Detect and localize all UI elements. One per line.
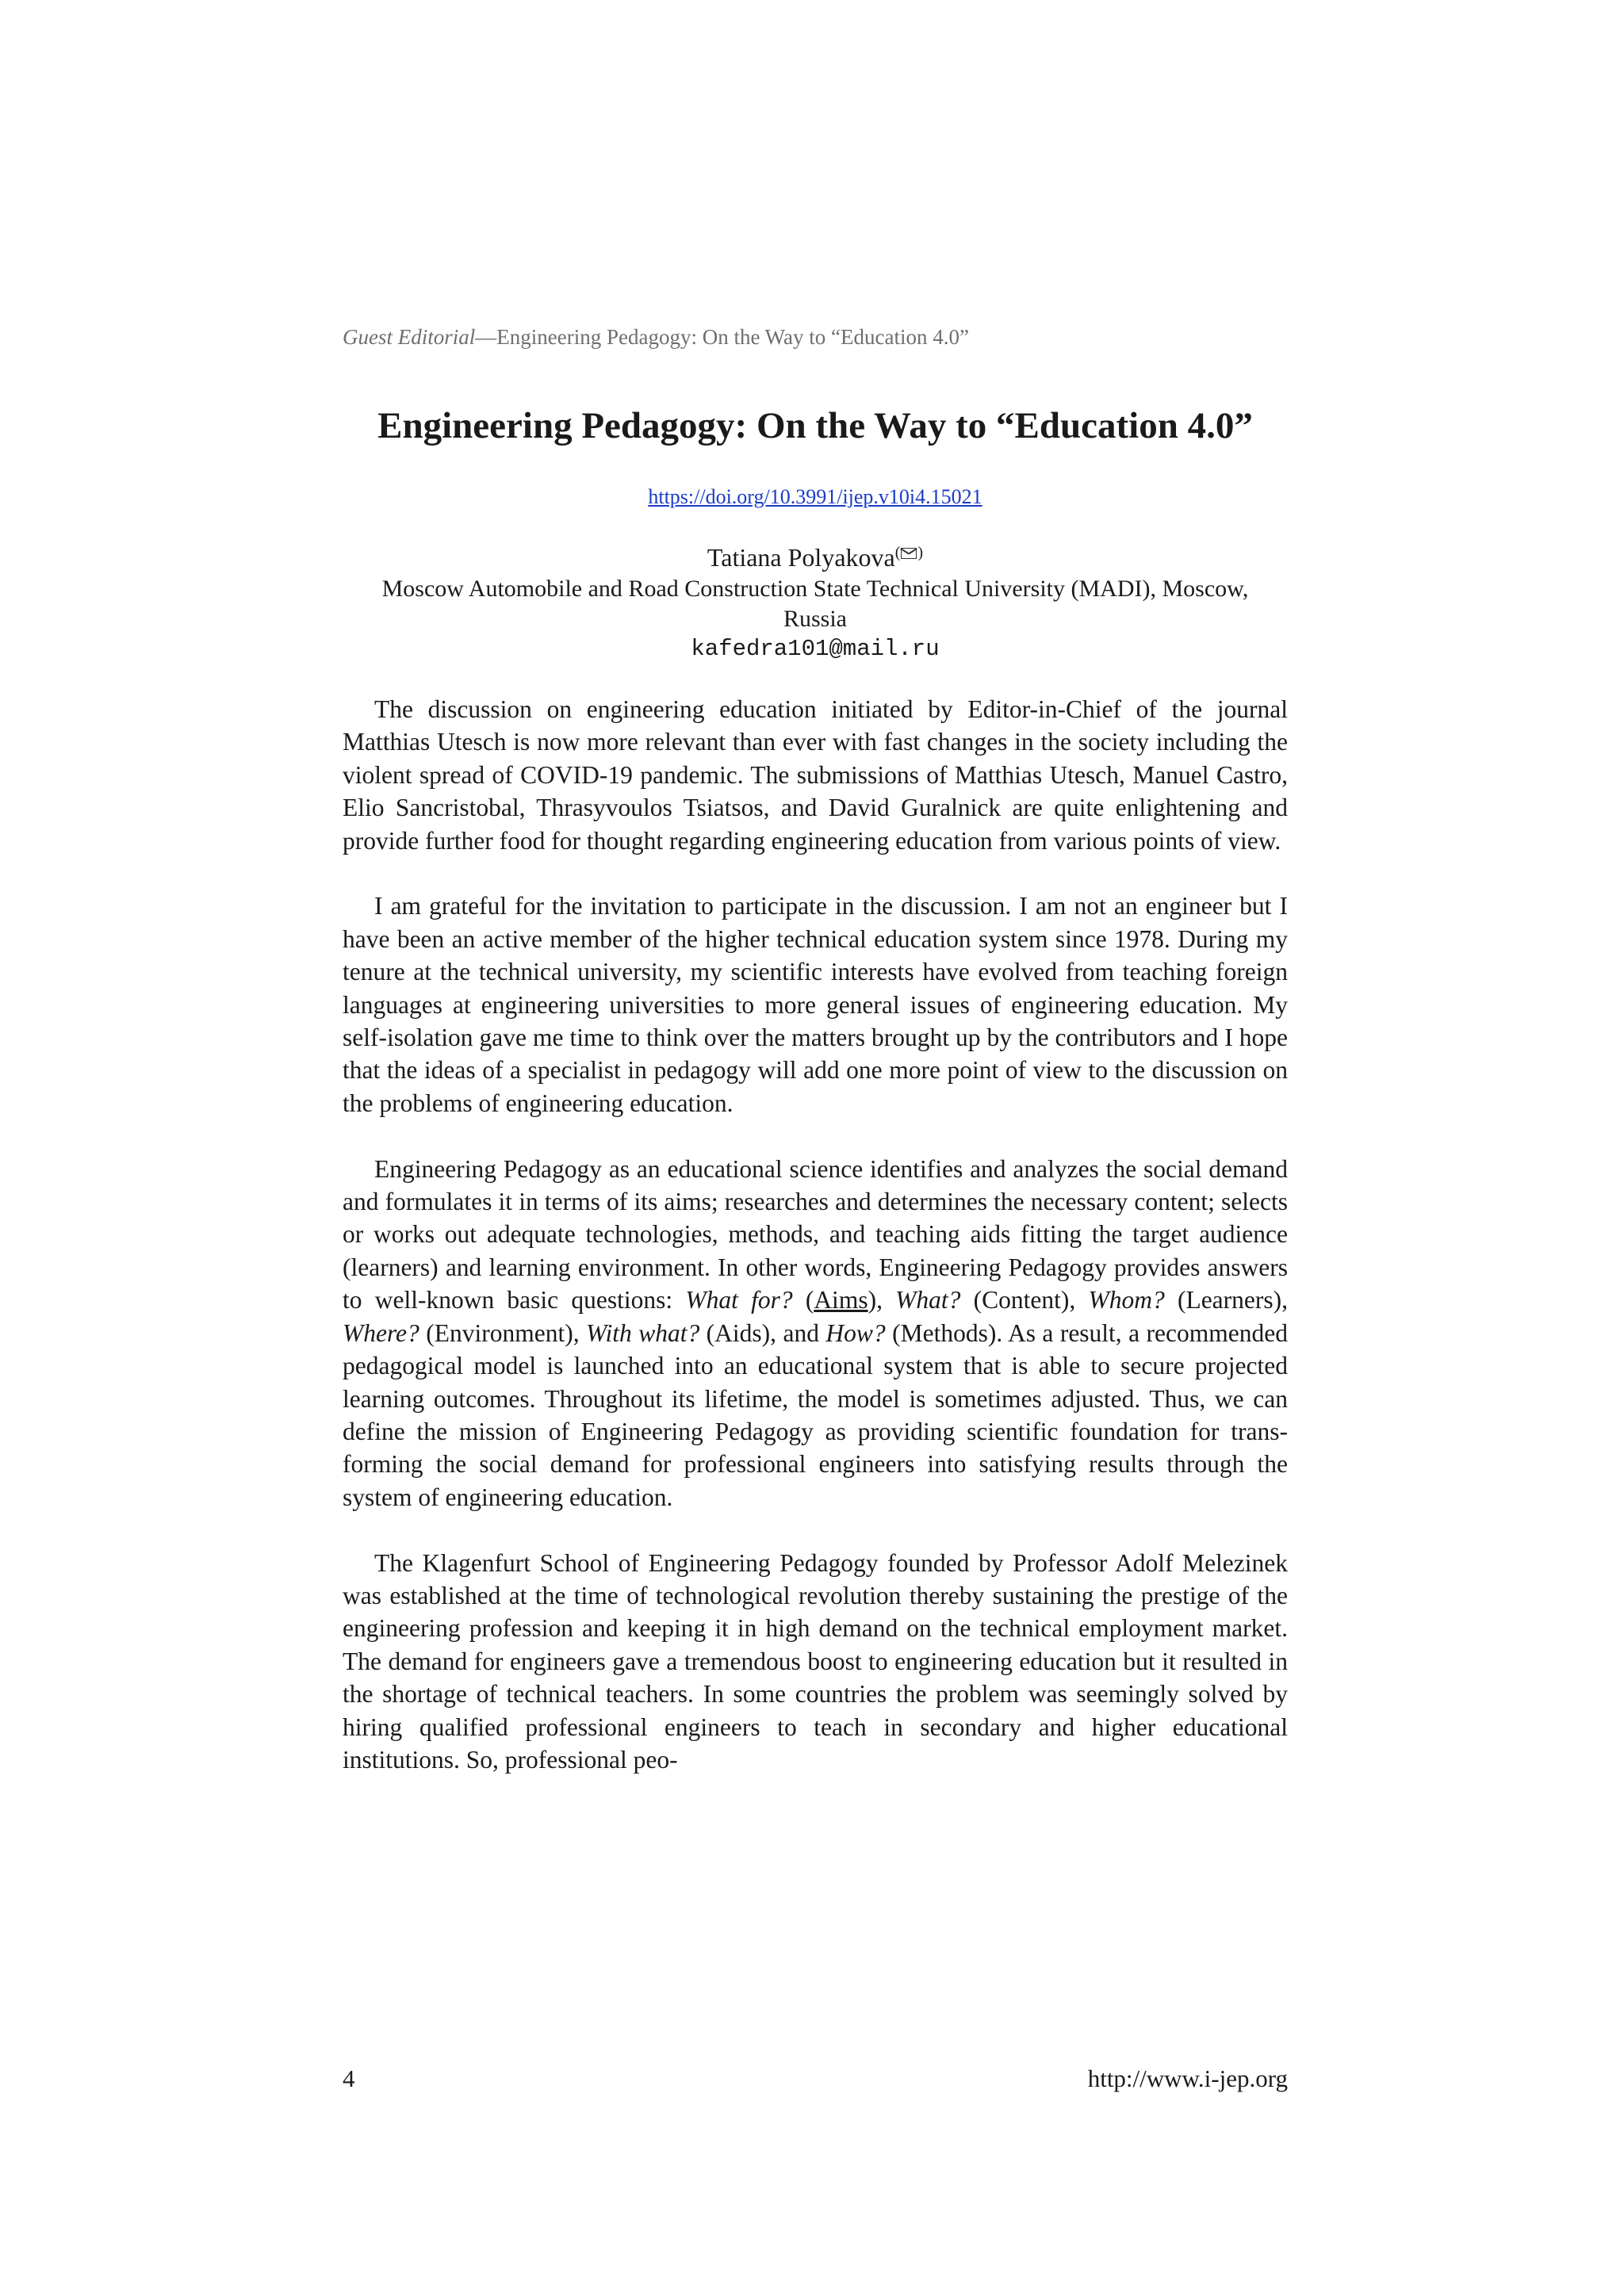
author-line (343, 542, 1288, 574)
doi-line (343, 485, 1288, 509)
doi-link[interactable]: https://doi.org/10.3991/ijep.v10i4.15021 (648, 485, 982, 508)
sup-open: ( (894, 544, 901, 561)
sup-close: ) (917, 544, 924, 561)
p3-text-6: (Environment), (419, 1318, 587, 1347)
running-head (343, 325, 969, 350)
footer-url[interactable]: http://www.i-jep.org (1087, 2064, 1288, 2092)
aims-term: Aims (814, 1286, 868, 1314)
page-number: 4 (343, 2064, 355, 2092)
paragraph-1: The discussion on engineering education initiated by Editor-in-Chief of the journal Matthias Utesch is now more relevant than ever with fast changes in the society including the violent spread of COVID-19 pandemic. The submissions of Matthias Utesch, Manuel Castro, Elio Sancristobal, Thrasyvoulos Tsiatsos, and David Guralnick are quite enlightening and provide further food for thought regarding engineering education from various points of view. (343, 695, 1288, 855)
article-body (343, 693, 1288, 1809)
envelope-icon (901, 548, 917, 559)
question-what-for: What for? (685, 1286, 793, 1314)
question-how: How? (825, 1318, 886, 1347)
p3-text-8: (Methods). As a result, a recommended pedagogical model is launched into an educational system that is able to secure projected learning outcomes. Throughout its lifetime, the model is sometimes adjusted. Thus, we can define the mission of Engineering Pedagogy as providing scientific foundation for transforming the social demand for professional engineers into satisfying results through the system of engineering education. (343, 1318, 1288, 1511)
p3-text-7: (Aids), and (699, 1318, 826, 1347)
p3-text-1: Engineering Pedagogy as an educational science identifies and analyzes the social demand and formulates it in terms of its aims; researches and determines the necessary content; selects or works out adequate technologies, methods, and teaching aids fitting the target audience (learners) and learning environment. In other words, Engineering Pedagogy provides answers to well-known basic questions: (343, 1154, 1288, 1314)
p3-text-3: ), (868, 1286, 896, 1314)
paragraph-4: The Klagenfurt School of Engineering Pedagogy founded by Professor Adolf Melezinek was established at the time of technological revolution thereby sustaining the prestige of the engineering profession and keeping it in high demand on the technical employment market. The demand for engineers gave a tremendous boost to engineering education but it resulted in the shortage of technical teachers. In some countries the problem was seemingly solved by hiring qualified professional engineers to teach in secondary and higher educational institutions. So, professional peo- (343, 1548, 1288, 1774)
author-mark[interactable] (895, 544, 923, 561)
paragraph-2: I am grateful for the invitation to participate in the discussion. I am not an engineer but I have been an active member of the higher technical education system since 1978. During my tenure at the technical university, my scientific interests have evolved from teaching foreign languages at engineering universities to more general issues of engineering education. My self-isolation gave me time to think over the matters brought up by the contributors and I hope that the ideas of a specialist in pedagogy will add one more point of view to the discussion on the problems of engineering education. (343, 892, 1288, 1117)
p3-text-4: (Content), (960, 1286, 1089, 1314)
running-head-section: Guest Editorial (343, 325, 476, 349)
article-title: Engineering Pedagogy: On the Way to “Education 4.0” (377, 405, 1253, 446)
paragraph-3 (343, 1153, 1288, 1513)
question-what: What? (895, 1286, 961, 1314)
affiliation-line-1: Moscow Automobile and Road Construction State Technical University (MADI), Moscow, (381, 576, 1249, 602)
question-where: Where? (343, 1318, 419, 1347)
author-email[interactable]: kafedra101@mail.ru (691, 636, 940, 662)
p3-text-5: (Learners), (1164, 1286, 1288, 1314)
p3-text-2: ( (792, 1286, 814, 1314)
question-whom: Whom? (1088, 1286, 1165, 1314)
question-with-what: With what? (586, 1318, 700, 1347)
author-name: Tatiana Polyakova (707, 543, 895, 572)
author-block (343, 542, 1288, 664)
running-head-title: —Engineering Pedagogy: On the Way to “Education 4.0” (475, 325, 969, 349)
affiliation-line-2: Russia (783, 606, 847, 632)
